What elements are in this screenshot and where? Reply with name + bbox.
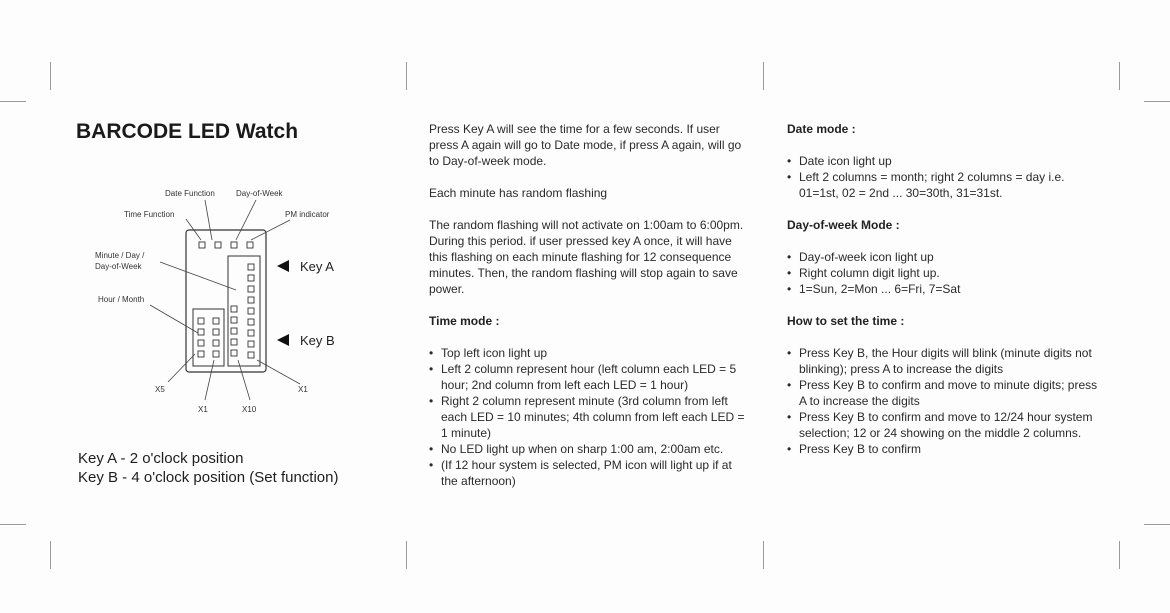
list-item: • 1=Sun, 2=Mon ... 6=Fri, 7=Sat bbox=[787, 281, 1107, 297]
random-flashing-detail: The random flashing will not activate on 1:00am to 6:00pm. During this period. if user pressed key A once, it will have this flashing on each minute flashing for 12 consequence minutes. Then, the random flashing will stop again to save power. bbox=[429, 218, 744, 296]
random-flashing-paragraph: Each minute has random flashing bbox=[429, 186, 608, 200]
list-item: • No LED light up when on sharp 1:00 am, 2:00am etc. bbox=[429, 441, 751, 457]
led-minute-x10 bbox=[231, 328, 237, 334]
x5-line bbox=[168, 354, 195, 382]
list-item: • Press Key B to confirm and move to minute digits; press A to increase the digits bbox=[787, 377, 1107, 409]
list-item: • Left 2 column represent hour (left column each LED = 5 hour; 2nd column from left each LED = 1 hour) bbox=[429, 361, 751, 393]
pm-icon-led bbox=[247, 242, 253, 248]
list-item: • (If 12 hour system is selected, PM icon will light up if at the afternoon) bbox=[429, 457, 751, 489]
key-b-position: Key B - 4 o'clock position (Set function) bbox=[78, 469, 339, 486]
label-hour-month: Hour / Month bbox=[98, 295, 145, 304]
day-of-week-mode-heading: Day-of-week Mode : bbox=[787, 218, 900, 232]
list-item: • Press Key B to confirm bbox=[787, 441, 1107, 457]
led-minute-x10 bbox=[231, 350, 237, 356]
key-b-label: Key B bbox=[300, 333, 335, 348]
list-item: • Right column digit light up. bbox=[787, 265, 1107, 281]
label-minute-day: Minute / Day / bbox=[95, 251, 145, 260]
led-hour-x5 bbox=[198, 318, 204, 324]
led-minute-x10 bbox=[231, 317, 237, 323]
led-hour-x5 bbox=[198, 351, 204, 357]
label-pm-indicator: PM indicator bbox=[285, 210, 330, 219]
day-of-week-icon-led bbox=[231, 242, 237, 248]
led-minute-x1 bbox=[248, 297, 254, 303]
list-item: • Left 2 columns = month; right 2 columns = day i.e. 01=1st, 02 = 2nd ... 30=30th, 31=31st. bbox=[787, 169, 1107, 201]
label-day-of-week: Day-of-Week bbox=[236, 189, 283, 198]
instructions-column-3 bbox=[787, 121, 1107, 457]
label-x5: X5 bbox=[155, 385, 165, 394]
led-hour-x5 bbox=[198, 329, 204, 335]
time-mode-heading: Time mode : bbox=[429, 314, 500, 328]
set-time-heading: How to set the time : bbox=[787, 314, 905, 328]
list-item: • Press Key B, the Hour digits will blink (minute digits not blinking); press A to increase the digits bbox=[787, 345, 1107, 377]
led-hour-x1 bbox=[213, 351, 219, 357]
list-item: • Press Key B to confirm and move to 12/24 hour system selection; 12 or 24 showing on the middle 2 columns. bbox=[787, 409, 1107, 441]
day-of-week-line bbox=[236, 200, 256, 240]
key-a-label: Key A bbox=[300, 259, 334, 274]
led-minute-x1 bbox=[248, 264, 254, 270]
minute-box bbox=[228, 256, 260, 366]
label-x1-right: X1 bbox=[298, 385, 308, 394]
time-mode-list bbox=[429, 345, 751, 489]
led-minute-x10 bbox=[231, 339, 237, 345]
key-a-arrow-icon bbox=[277, 260, 289, 272]
date-icon-led bbox=[215, 242, 221, 248]
minute-day-line bbox=[160, 262, 236, 290]
time-icon-led bbox=[199, 242, 205, 248]
led-hour-x1 bbox=[213, 340, 219, 346]
date-mode-list bbox=[787, 153, 1107, 201]
led-minute-x1 bbox=[248, 286, 254, 292]
key-a-position: Key A - 2 o'clock position bbox=[78, 450, 244, 467]
label-date-function: Date Function bbox=[165, 189, 215, 198]
list-item: • Top left icon light up bbox=[429, 345, 751, 361]
page-title: BARCODE LED Watch bbox=[76, 120, 299, 143]
date-mode-heading: Date mode : bbox=[787, 122, 856, 136]
intro-paragraph: Press Key A will see the time for a few seconds. If user press A again will go to Date mode, if press A again, will go to Day-of-week mode. bbox=[429, 122, 742, 168]
led-grid bbox=[198, 264, 254, 358]
label-day-of-week-2: Day-of-Week bbox=[95, 262, 142, 271]
key-positions bbox=[78, 449, 339, 487]
hour-box bbox=[193, 309, 224, 366]
led-minute-x1 bbox=[248, 308, 254, 314]
list-item: • Date icon light up bbox=[787, 153, 1107, 169]
label-time-function: Time Function bbox=[124, 210, 175, 219]
led-minute-x10 bbox=[231, 306, 237, 312]
label-x1-left: X1 bbox=[198, 405, 208, 414]
hour-month-line bbox=[150, 305, 198, 333]
led-minute-x1 bbox=[248, 275, 254, 281]
led-hour-x1 bbox=[213, 318, 219, 324]
led-minute-x1 bbox=[248, 352, 254, 358]
set-time-list bbox=[787, 345, 1107, 457]
led-minute-x1 bbox=[248, 330, 254, 336]
instructions-column-2 bbox=[429, 121, 751, 489]
label-x10: X10 bbox=[242, 405, 257, 414]
date-function-line bbox=[205, 200, 212, 240]
list-item: • Day-of-week icon light up bbox=[787, 249, 1107, 265]
led-hour-x1 bbox=[213, 329, 219, 335]
led-hour-x5 bbox=[198, 340, 204, 346]
led-minute-x1 bbox=[248, 341, 254, 347]
led-minute-x1 bbox=[248, 319, 254, 325]
key-b-arrow-icon bbox=[277, 334, 289, 346]
list-item: • Right 2 column represent minute (3rd column from left each LED = 10 minutes; 4th column from left each LED = 1 minute) bbox=[429, 393, 751, 441]
day-of-week-mode-list bbox=[787, 249, 1107, 297]
